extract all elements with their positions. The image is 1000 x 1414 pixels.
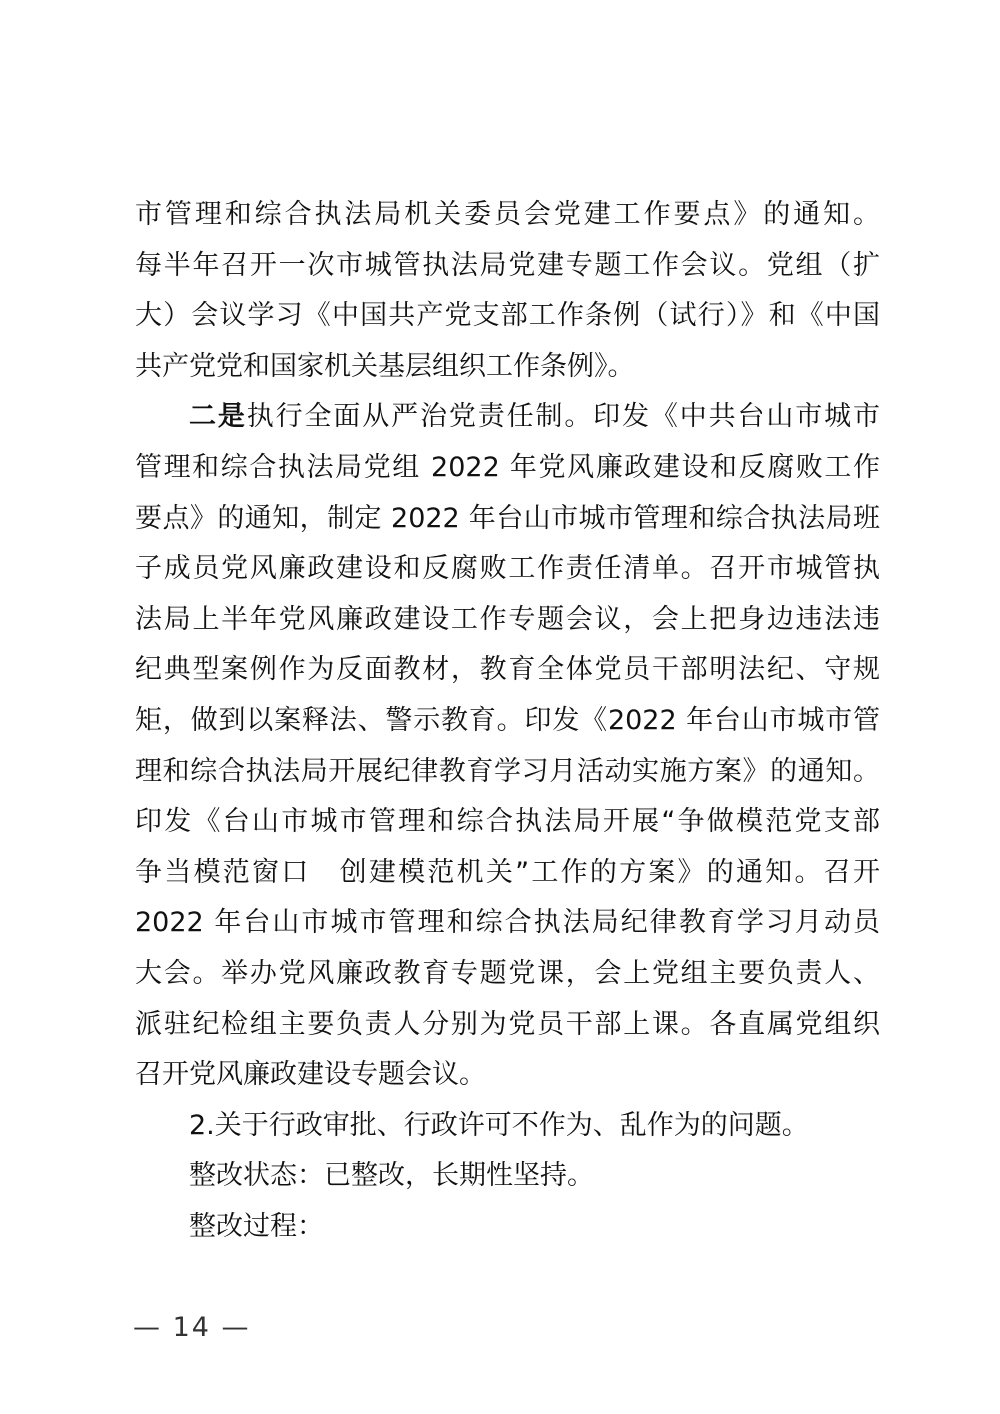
text-line xyxy=(135,898,880,949)
line-text: 大）会议学习《中国共产党支部工作条例（试行）》和《中国 xyxy=(135,300,880,332)
text-line xyxy=(135,1050,880,1101)
line-text: 派驻纪检组主要负责人分别为党员干部上课。各直属党组织 xyxy=(135,1008,880,1040)
text-line xyxy=(135,595,880,646)
text-line xyxy=(135,1151,880,1202)
line-text: 召开党风廉政建设专题会议。 xyxy=(135,1059,486,1091)
text-line xyxy=(135,1000,880,1051)
line-text: 矩，做到以案释法、警示教育。印发《2022 年台山市城市管 xyxy=(135,704,880,736)
line-text: 整改状态：已整改，长期性坚持。 xyxy=(189,1160,594,1192)
line-text: 管理和综合执法局党组 2022 年党风廉政建设和反腐败工作 xyxy=(135,451,880,483)
text-line xyxy=(135,190,880,241)
line-text: 子成员党风廉政建设和反腐败工作责任清单。召开市城管执 xyxy=(135,553,880,585)
text-line xyxy=(135,696,880,747)
line-text: 2.关于行政审批、行政许可不作为、乱作为的问题。 xyxy=(189,1109,809,1141)
line-text: 共产党党和国家机关基层组织工作条例》。 xyxy=(135,350,635,382)
text-line xyxy=(135,848,880,899)
text-line xyxy=(135,1101,880,1152)
text-line xyxy=(135,494,880,545)
line-text: 理和综合执法局开展纪律教育学习月活动实施方案》的通知。 xyxy=(135,755,880,787)
text-line xyxy=(135,747,880,798)
line-text: 要点》的通知，制定 2022 年台山市城市管理和综合执法局班 xyxy=(135,502,880,534)
text-line xyxy=(135,645,880,696)
document-text-block xyxy=(135,190,880,1252)
line-text: 法局上半年党风廉政建设工作专题会议，会上把身边违法违 xyxy=(135,603,880,635)
text-line xyxy=(135,1202,880,1253)
page-number: — 14 — xyxy=(133,1312,251,1343)
line-text: 争当模范窗口 创建模范机关”工作的方案》的通知。召开 xyxy=(135,856,880,888)
bold-lead-text: 二是 xyxy=(189,401,247,433)
text-line xyxy=(135,241,880,292)
text-line xyxy=(135,291,880,342)
text-line xyxy=(135,392,880,443)
line-text: 市管理和综合执法局机关委员会党建工作要点》的通知。 xyxy=(135,199,880,230)
line-text: 2022 年台山市城市管理和综合执法局纪律教育学习月动员 xyxy=(135,907,880,939)
text-line xyxy=(135,342,880,393)
line-text: 印发《台山市城市管理和综合执法局开展“争做模范党支部 xyxy=(135,806,880,838)
line-text: 整改过程： xyxy=(189,1210,324,1242)
text-line xyxy=(135,544,880,595)
text-line xyxy=(135,443,880,494)
line-text: 执行全面从严治党责任制。印发《中共台山市城市 xyxy=(246,401,881,433)
line-text: 大会。举办党风廉政教育专题党课，会上党组主要负责人、 xyxy=(135,957,880,989)
text-line xyxy=(135,797,880,848)
line-text: 纪典型案例作为反面教材，教育全体党员干部明法纪、守规 xyxy=(135,654,880,686)
text-line xyxy=(135,949,880,1000)
line-text: 每半年召开一次市城管执法局党建专题工作会议。党组（扩 xyxy=(135,249,880,281)
